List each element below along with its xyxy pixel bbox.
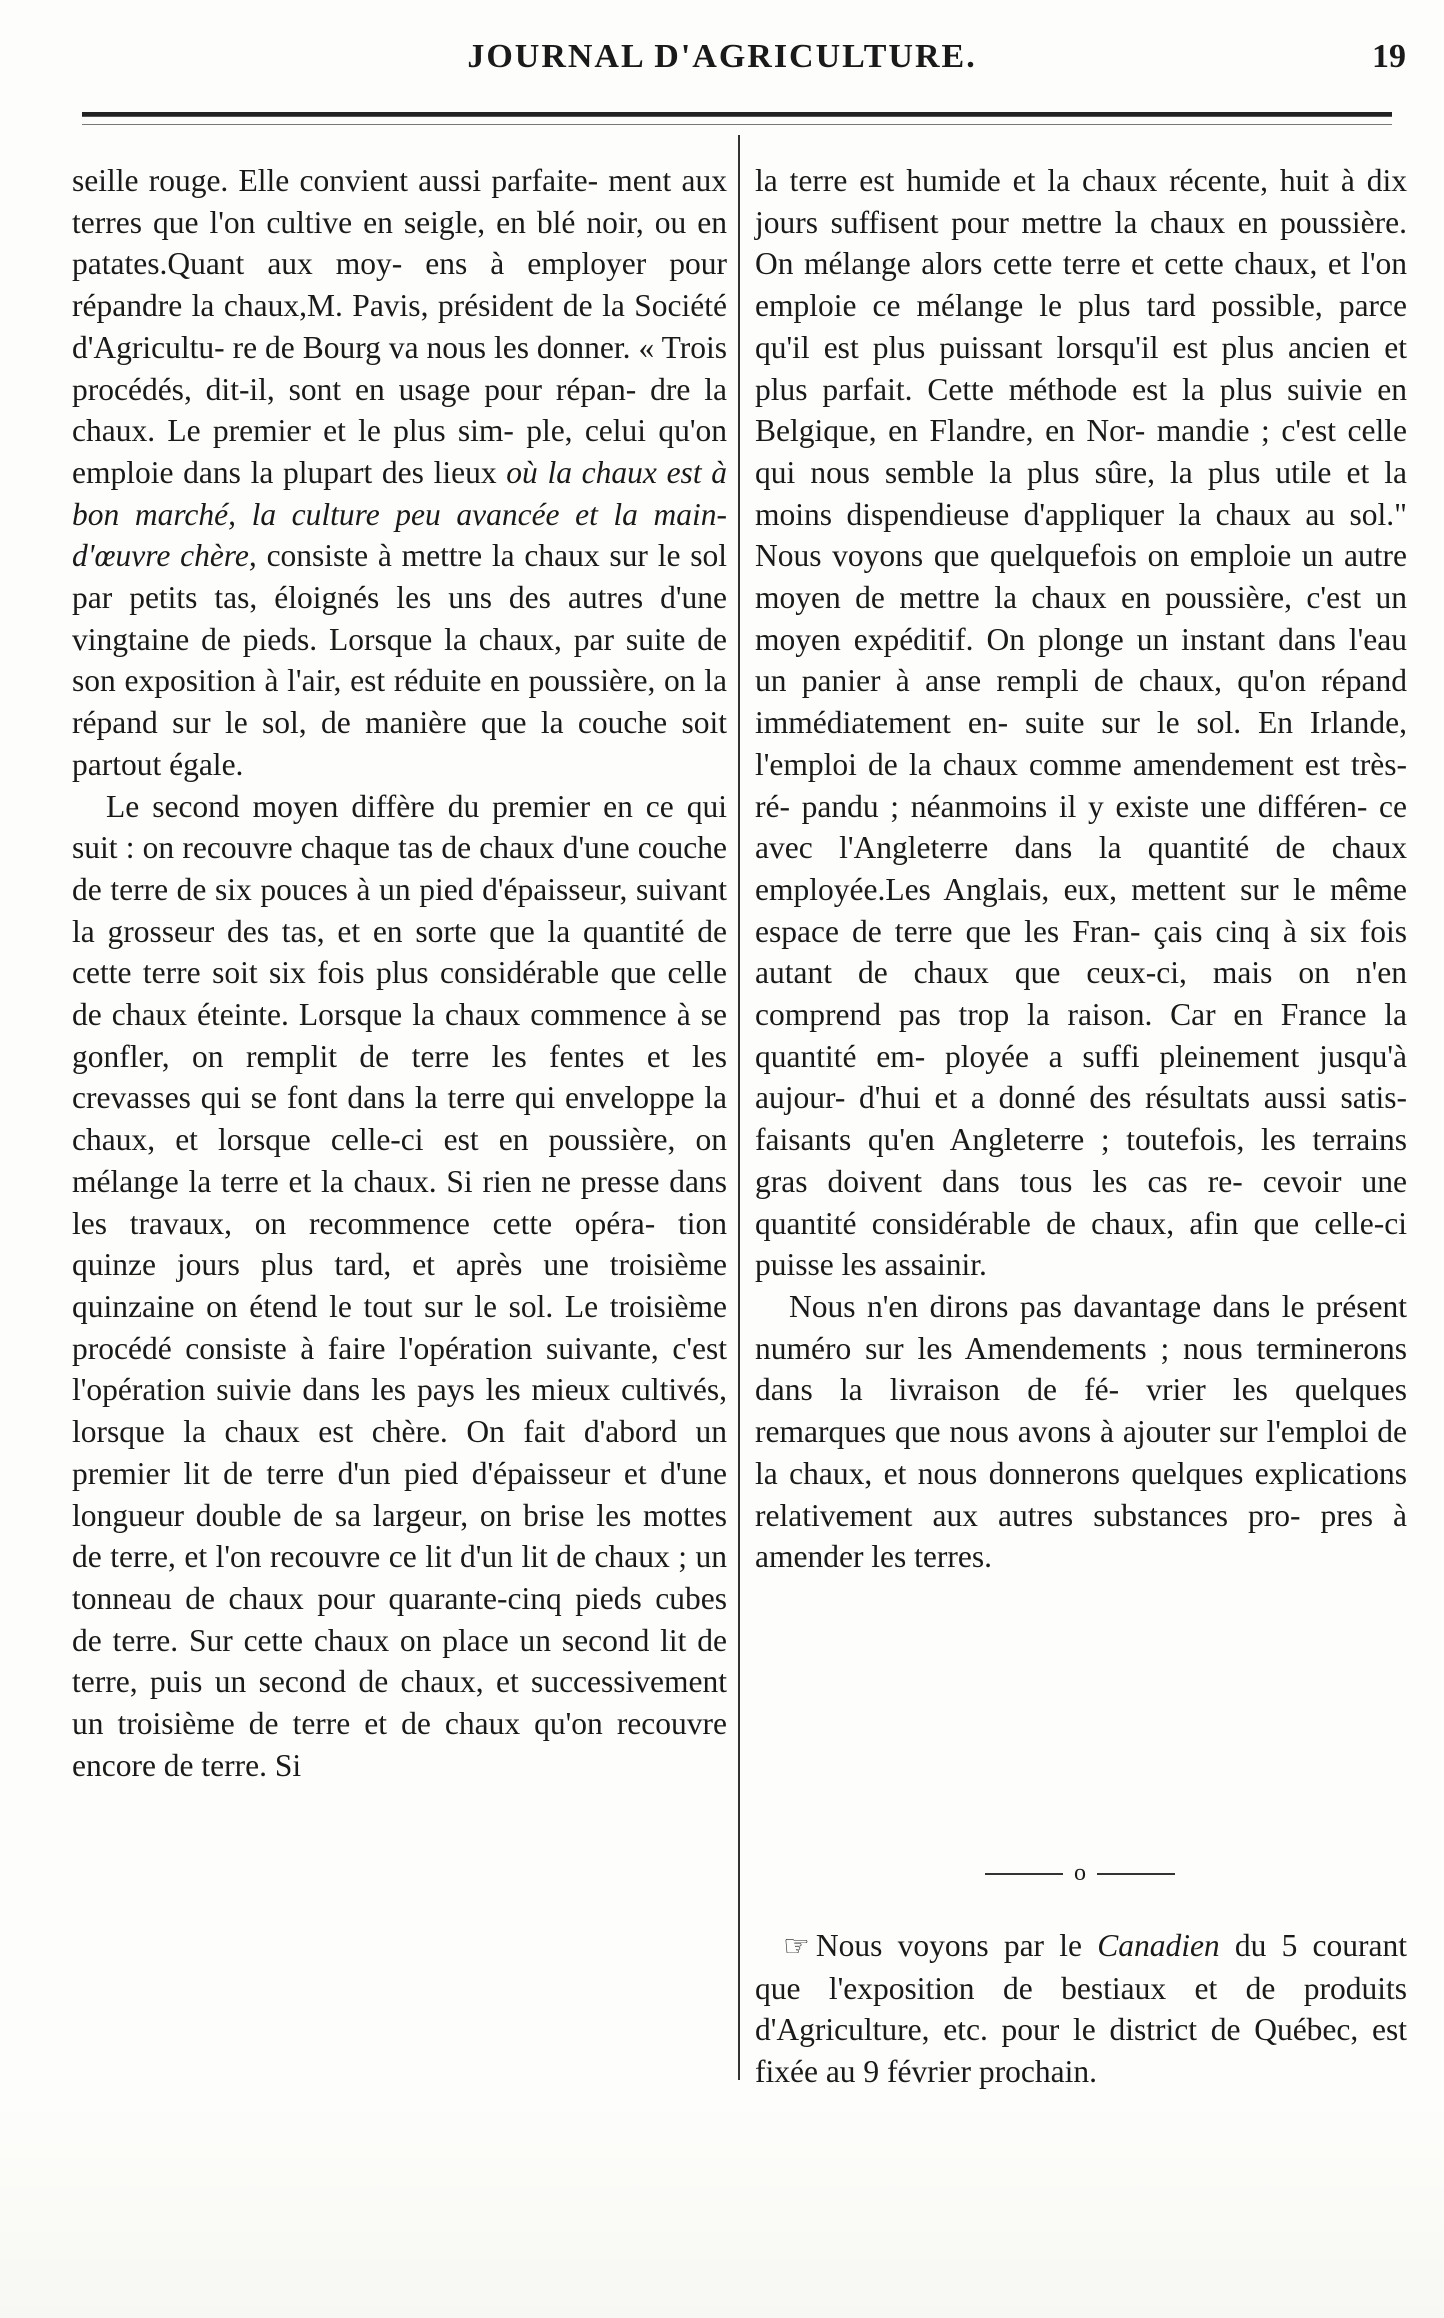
article-text xyxy=(72,160,727,786)
notice-text-before: Nous voyons par le xyxy=(815,1928,1082,1963)
notice-source: Canadien xyxy=(1097,1928,1220,1963)
column-divider xyxy=(738,135,740,2080)
header-rule-thin xyxy=(82,124,1392,125)
notice-paragraph xyxy=(755,1925,1407,2093)
pointing-hand-icon: ☞ xyxy=(783,1930,810,1963)
journal-title: JOURNAL D'AGRICULTURE. xyxy=(467,38,977,75)
paragraph-left-1: seille rouge. Elle convient aussi parfaite- ment aux terres que l'on cultive en seigle, en blé noir, ou en patates.Quant aux moy- ens à employer pour répandre la chaux,M. Pavis, président de la Société d'Agricultu- re de Bourg va nous les donner. « Trois procédés, dit-il, sont en usage pour répan- dre la chaux. Le premier et le plus sim- ple, celui qu'on emploie dans la plupart des lieux xyxy=(72,163,727,490)
paragraph-right-2: Nous n'en dirons pas davantage dans le présent numéro sur les Amendements ; nous terminerons dans la livraison de fé- vrier les quelques remarques que nous avons à ajouter sur l'emploi de la chaux, et nous donnerons quelques explications relativement aux autres substances pro- pres à amender les terres. xyxy=(755,1288,1407,1575)
section-separator: o xyxy=(985,1863,1175,1883)
notice-text-after: du 5 courant que l'exposition de bestiaux et de produits d'Agriculture, etc. pour le district de Québec, est fixée au 9 février prochain. xyxy=(755,1928,1407,2090)
page-number: 19 xyxy=(1372,38,1406,75)
paragraph-left-2: consiste à mettre la chaux sur le sol par petits tas, éloignés les uns des autres d'une vingtaine de pieds. Lorsque la chaux, par suite de son exposition à l'air, est réduite en poussière, on la répand sur le sol, de manière que la couche soit partout égale. xyxy=(72,538,727,782)
header-rule xyxy=(82,112,1392,117)
paragraph-left-3: Le second moyen diffère du premier en ce qui suit : on recouvre chaque tas de chaux d'une couche de terre de six pouces à un pied d'épaisseur, suivant la grosseur des tas, et en sorte que la quantité de cette terre soit six fois plus considérable que celle de chaux éteinte. Lorsque la chaux commence à se gonfler, on remplit de terre les fentes et les crevasses qui se font dans la terre qui enveloppe la chaux, et lorsque celle-ci est en poussière, on mélange la terre et la chaux. Si rien ne presse dans les travaux, on recommence cette opéra- tion quinze jours plus tard, et après une troisième quinzaine on étend le tout sur le sol. Le troisième procédé consiste à faire l'opération suivante, c'est l'opération suivie dans les pays les mieux cultivés, lorsque la chaux est chère. On fait d'abord un premier lit de terre d'un pied d'épaisseur et d'une longueur double de sa largeur, on brise les mottes de terre, et l'on recouvre ce lit d'un lit de chaux ; un tonneau de chaux pour quarante-cinq pieds cubes de terre. Sur cette chaux on place un second lit de terre, puis un second de chaux, et successivement un troisième de terre et de chaux qu'on recouvre encore de terre. Si xyxy=(72,788,727,1783)
right-column xyxy=(755,160,1407,1578)
paragraph-right-1: la terre est humide et la chaux récente, huit à dix jours suffisent pour mettre la chaux en poussière. On mélange alors cette terre et cette chaux, et l'on emploie ce mélange le plus tard possible, parce qu'il est plus puissant lorsqu'il est plus ancien et plus parfait. Cette méthode est la plus suivie en Belgique, en Flandre, en Nor- mandie ; c'est celle qui nous semble la plus sûre, la plus utile et la moins dispendieuse d'appliquer la chaux au sol." Nous voyons que quelquefois on emploie un autre moyen de mettre la chaux en poussière, c'est un moyen expéditif. On plonge un instant dans l'eau un panier à anse rempli de chaux, qu'on répand immédiatement en- suite sur le sol. En Irlande, l'emploi de la chaux comme amendement est très-ré- pandu ; néanmoins il y existe une différen- ce avec l'Angleterre dans la quantité de chaux employée.Les Anglais, eux, mettent sur le même espace de terre que les Fran- çais cinq à six fois autant de chaux que ceux-ci, mais on n'en comprend pas trop la raison. Car en France la quantité em- ployée a suffi pleinement jusqu'à aujour- d'hui et a donné des résultats aussi satis- faisants qu'en Angleterre ; toutefois, les terrains gras doivent dans tous les cas re- cevoir une quantité considérable de chaux, afin que celle-ci puisse les assainir. xyxy=(755,163,1407,1283)
left-column xyxy=(72,160,727,1786)
running-head xyxy=(0,38,1444,88)
paragraph-left-italic: où la chaux est à bon marché, la culture peu avancée et la main-d'œuvre chère, xyxy=(72,454,728,574)
page-bottom-margin xyxy=(0,2100,1444,2318)
